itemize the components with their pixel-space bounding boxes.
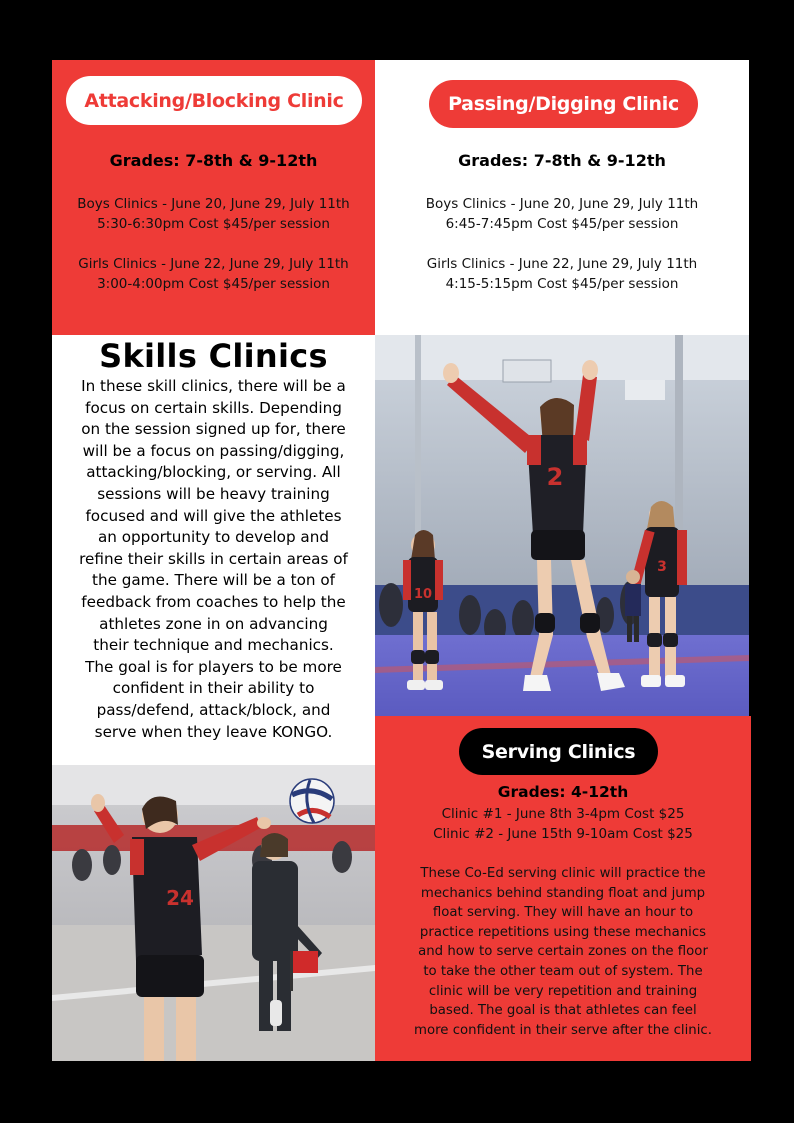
attacking-blocking-title: Attacking/Blocking Clinic xyxy=(66,76,362,125)
serving-line: mechanics behind standing float and jump xyxy=(420,885,706,901)
serving-line: These Co-Ed serving clinic will practice the xyxy=(420,866,706,881)
serving-line: practice repetitions using these mechanics xyxy=(419,924,707,940)
setter-action-photo xyxy=(375,335,749,716)
serving-line: more confident in their serve after the clinic. xyxy=(414,1022,712,1038)
serving-line: based. The goal is that athletes can feel xyxy=(429,1003,697,1019)
jersey-number-right: 3 xyxy=(657,559,667,575)
skills-line: focused and will give the athletes xyxy=(85,506,342,525)
serving-line: and how to serve certain zones on the floor xyxy=(418,944,708,960)
skills-line: focus on certain skills. Depending xyxy=(85,398,342,417)
server-action-photo xyxy=(52,765,375,1061)
serving-clinic-2: Clinic #2 - June 15th 9-10am Cost $25 xyxy=(433,826,693,842)
serving-clinic-1: Clinic #1 - June 8th 3-4pm Cost $25 xyxy=(441,806,685,822)
skills-line: an opportunity to develop and xyxy=(97,528,329,547)
skills-line: serve when they leave KONGO. xyxy=(94,722,333,741)
passing-digging-panel xyxy=(375,60,749,335)
skills-line: will be a focus on passing/digging, xyxy=(82,441,345,460)
attacking-girls-time: 3:00-4:00pm Cost $45/per session xyxy=(97,276,330,292)
serving-clinic-dates xyxy=(375,804,751,844)
serving-clinics-title: Serving Clinics xyxy=(459,728,658,775)
skills-line: sessions will be heavy training xyxy=(97,484,330,503)
skills-line: feedback from coaches to help the xyxy=(81,592,346,611)
skills-clinics-description xyxy=(56,376,371,743)
skills-line: attacking/blocking, or serving. All xyxy=(86,463,341,482)
skills-line: The goal is for players to be more xyxy=(85,657,342,676)
passing-boys-dates: Boys Clinics - June 20, June 29, July 11th xyxy=(425,196,699,212)
passing-digging-title: Passing/Digging Clinic xyxy=(429,80,698,128)
jersey-number-main: 2 xyxy=(546,463,564,491)
skills-line: confident in their ability to xyxy=(112,679,315,698)
jersey-number-server: 24 xyxy=(166,886,194,910)
skills-line: the game. There will be a ton of xyxy=(91,571,335,590)
skills-clinics-title: Skills Clinics xyxy=(99,337,328,375)
serving-grades: Grades: 4-12th xyxy=(497,783,629,801)
passing-girls-dates: Girls Clinics - June 22, June 29, July 11th xyxy=(426,256,698,272)
serving-line: clinic will be very repetition and training xyxy=(428,983,698,999)
passing-boys-time: 6:45-7:45pm Cost $45/per session xyxy=(445,216,679,232)
passing-grades: Grades: 7-8th & 9-12th xyxy=(458,151,666,170)
attacking-boys-time: 5:30-6:30pm Cost $45/per session xyxy=(97,216,330,232)
skills-line: refine their skills in certain areas of xyxy=(79,549,348,568)
skills-line: pass/defend, attack/block, and xyxy=(96,700,331,719)
attacking-girls-dates: Girls Clinics - June 22, June 29, July 11th xyxy=(78,256,349,272)
serving-description xyxy=(375,864,751,1040)
passing-boys-info xyxy=(375,194,749,234)
serving-line: to take the other team out of system. The xyxy=(423,963,703,979)
attacking-grades: Grades: 7-8th & 9-12th xyxy=(109,151,318,170)
skills-line: athletes zone in on advancing xyxy=(99,614,328,633)
passing-girls-time: 4:15-5:15pm Cost $45/per session xyxy=(445,276,679,292)
serving-line: float serving. They will have an hour to xyxy=(432,905,694,921)
passing-girls-info xyxy=(375,254,749,294)
attacking-boys-dates: Boys Clinics - June 20, June 29, July 11th xyxy=(77,196,350,212)
skills-line: In these skill clinics, there will be a xyxy=(81,377,346,395)
serving-clinics-panel xyxy=(375,716,751,1061)
skills-line: their technique and mechanics. xyxy=(93,636,334,655)
skills-line: on the session signed up for, there xyxy=(81,420,346,439)
jersey-number-left: 10 xyxy=(413,587,433,602)
